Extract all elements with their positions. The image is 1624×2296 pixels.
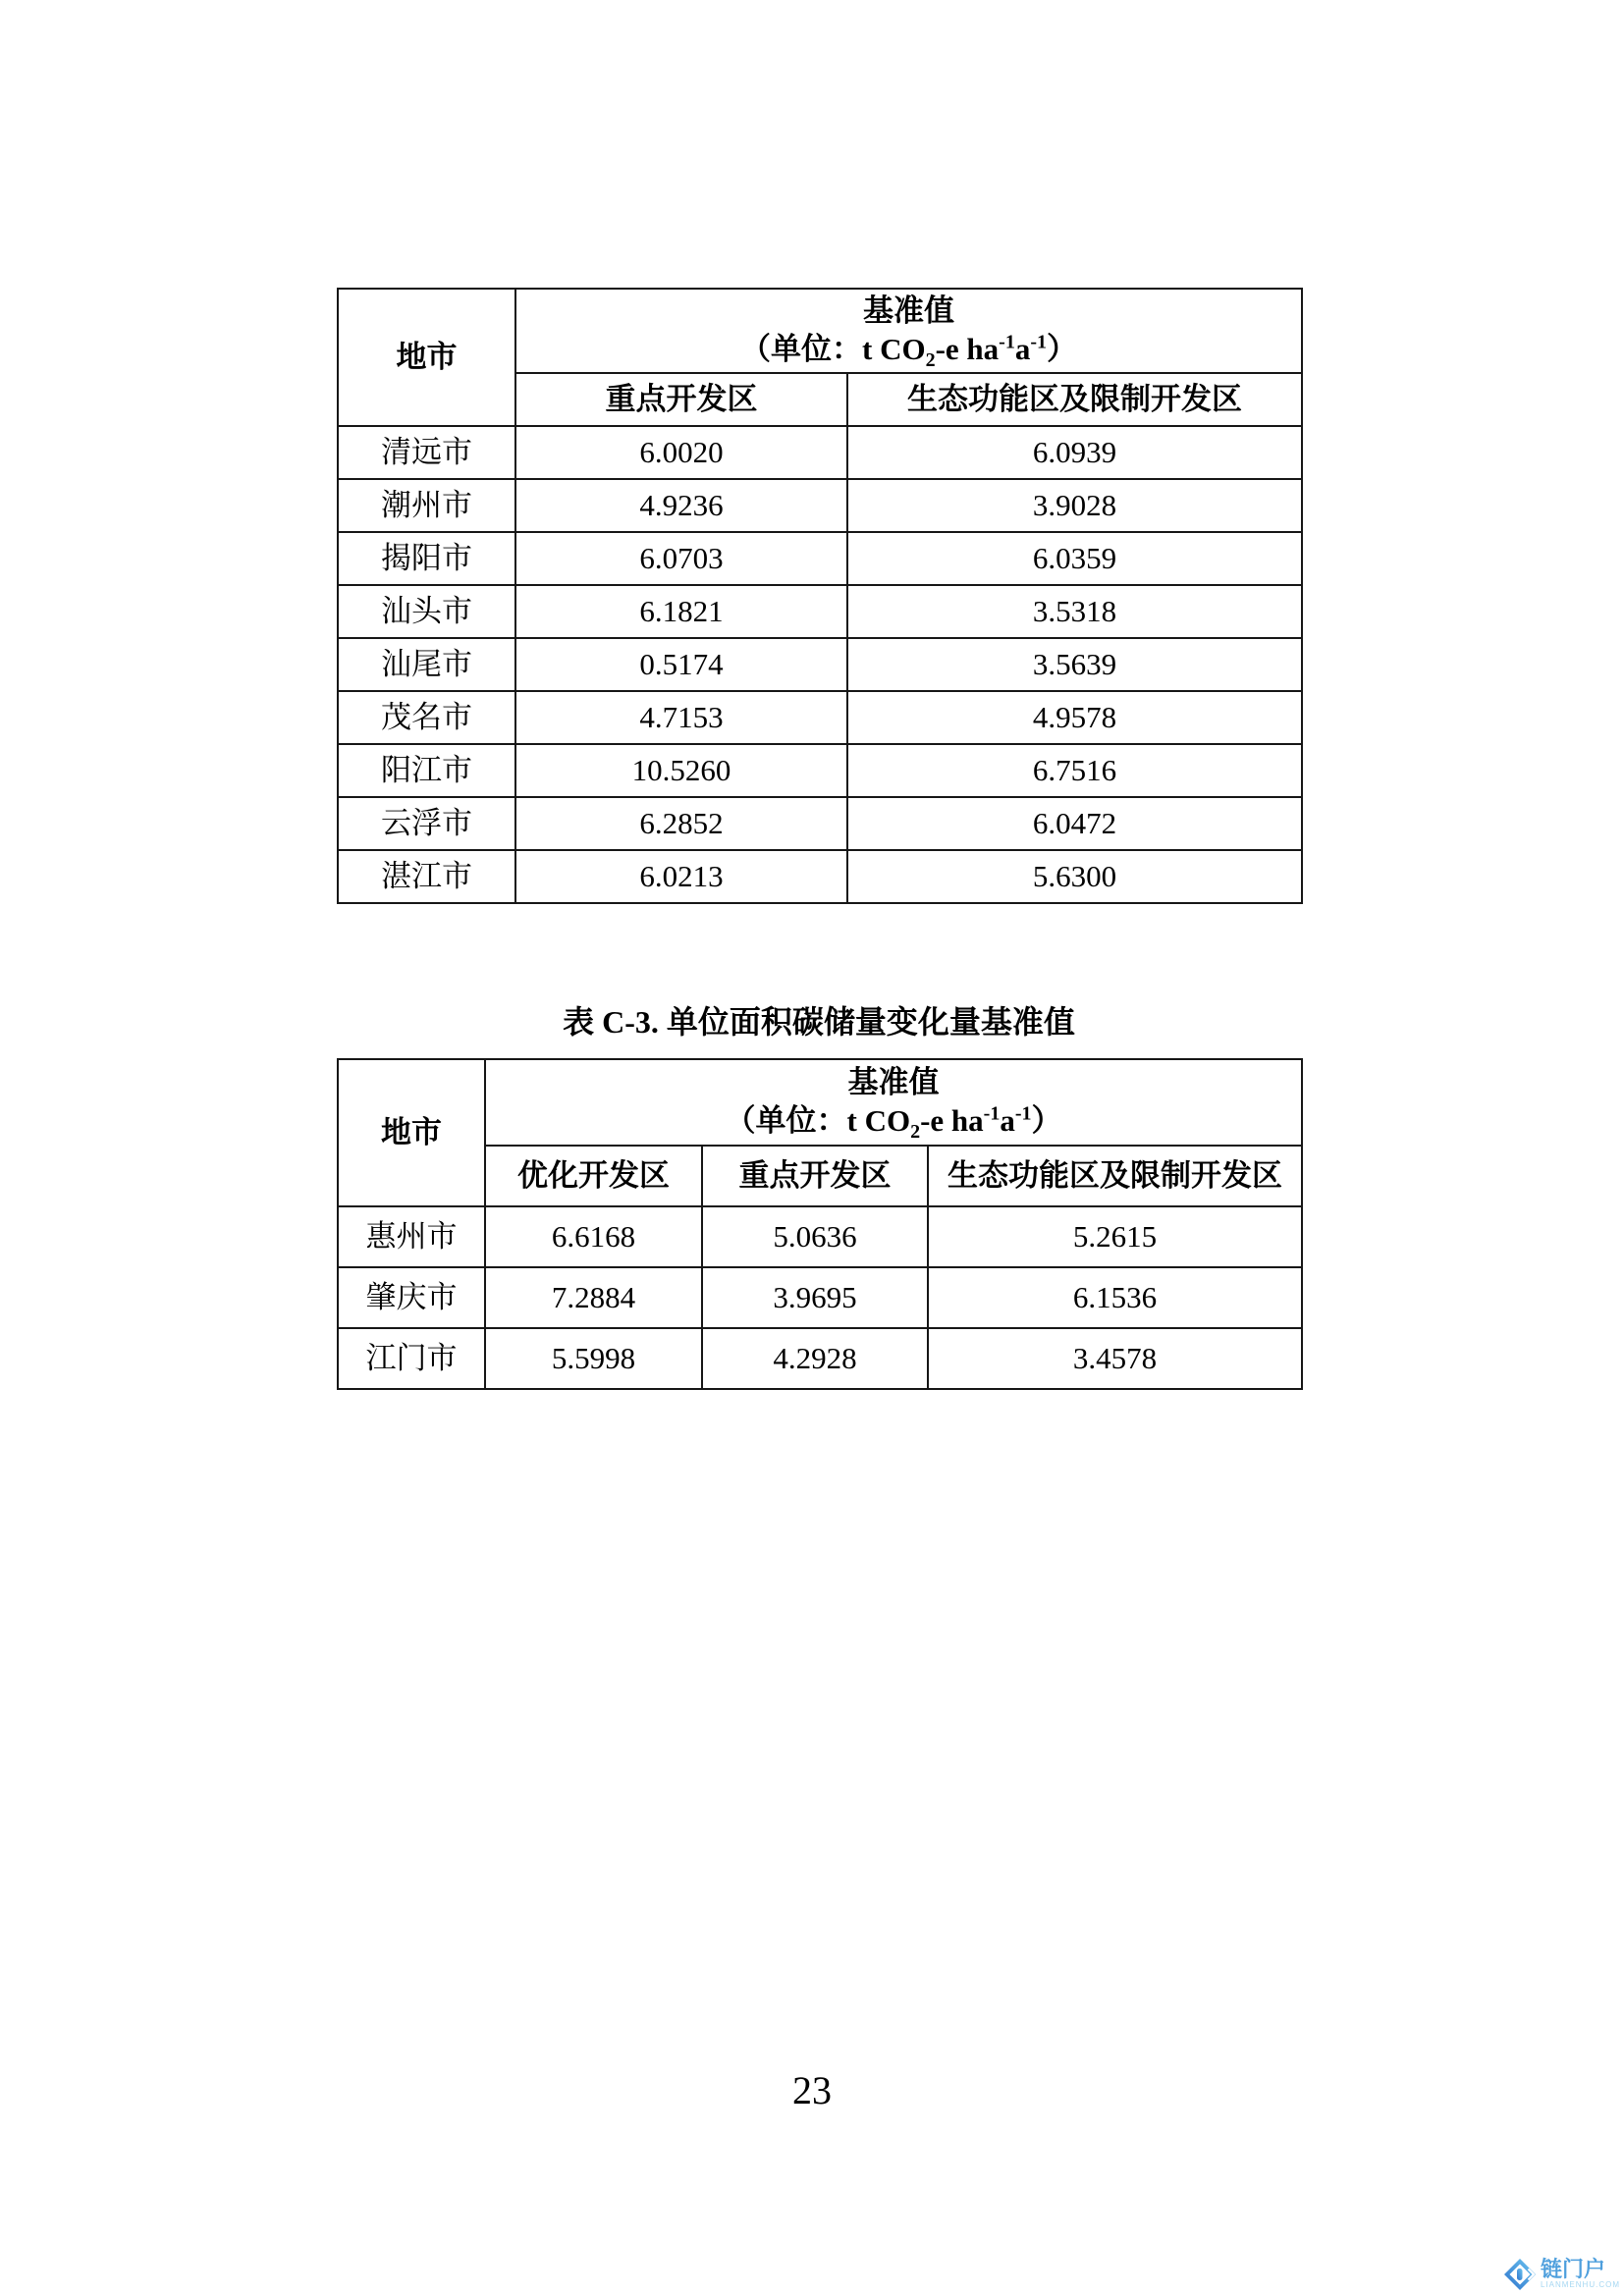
table-row xyxy=(338,1206,1302,1267)
page-number: 23 xyxy=(792,2068,832,2112)
watermark-domain-text: LIANMENHU.COM xyxy=(1540,2279,1620,2289)
value-cell: 4.2928 xyxy=(702,1328,928,1389)
watermark-text-block xyxy=(1540,2256,1620,2290)
value-cell: 4.9236 xyxy=(515,479,847,532)
value-cell: 6.1536 xyxy=(928,1267,1302,1328)
lianmenhu-watermark xyxy=(1503,2258,1620,2291)
table-row xyxy=(338,850,1302,903)
value-cell: 6.0213 xyxy=(515,850,847,903)
unit-line: （单位：t $CO_2-e$ $ha^{-1}a^{-1}$） xyxy=(725,1102,1062,1144)
value-cell: 6.6168 xyxy=(485,1206,702,1267)
city-cell: 茂名市 xyxy=(338,691,515,744)
table-row xyxy=(338,638,1302,691)
table-header-row xyxy=(338,289,1302,373)
baseline-value-header xyxy=(515,289,1302,373)
baseline-title: 基准值 xyxy=(863,294,954,329)
col-header-key-dev: 重点开发区 xyxy=(702,1146,928,1206)
value-cell: 5.6300 xyxy=(847,850,1302,903)
baseline-value-header xyxy=(485,1059,1302,1146)
value-cell: 6.0703 xyxy=(515,532,847,585)
col-header-key-dev: 重点开发区 xyxy=(515,373,847,426)
table-row xyxy=(338,691,1302,744)
city-cell: 惠州市 xyxy=(338,1206,485,1267)
watermark-brand-text: 链门户 xyxy=(1540,2256,1605,2281)
value-cell: 5.2615 xyxy=(928,1206,1302,1267)
col-header-eco: 生态功能区及限制开发区 xyxy=(928,1146,1302,1206)
city-column-header: 地市 xyxy=(338,289,515,426)
table-row xyxy=(338,797,1302,850)
value-cell: 3.9028 xyxy=(847,479,1302,532)
value-cell: 3.4578 xyxy=(928,1328,1302,1389)
city-cell: 湛江市 xyxy=(338,850,515,903)
table-row xyxy=(338,744,1302,797)
city-cell: 汕尾市 xyxy=(338,638,515,691)
value-cell: 6.1821 xyxy=(515,585,847,638)
table-row xyxy=(338,532,1302,585)
city-cell: 汕头市 xyxy=(338,585,515,638)
table-c3-title: 表 C-3. 单位面积碳储量变化量基准值 xyxy=(563,1004,1075,1040)
value-cell: 5.5998 xyxy=(485,1328,702,1389)
value-cell: 6.0020 xyxy=(515,426,847,479)
value-cell: 0.5174 xyxy=(515,638,847,691)
lianmenhu-logo-icon xyxy=(1503,2258,1537,2291)
value-cell: 6.2852 xyxy=(515,797,847,850)
city-cell: 潮州市 xyxy=(338,479,515,532)
table-row xyxy=(338,1267,1302,1328)
table-row xyxy=(338,1328,1302,1389)
value-cell: 10.5260 xyxy=(515,744,847,797)
value-cell: 6.0939 xyxy=(847,426,1302,479)
city-cell: 肇庆市 xyxy=(338,1267,485,1328)
table-header-row xyxy=(338,1059,1302,1146)
unit-line: （单位：t $CO_2-e$ $ha^{-1}a^{-1}$） xyxy=(740,331,1077,372)
col-header-opt-dev: 优化开发区 xyxy=(485,1146,702,1206)
value-cell: 4.9578 xyxy=(847,691,1302,744)
value-cell: 3.5639 xyxy=(847,638,1302,691)
city-cell: 清远市 xyxy=(338,426,515,479)
value-cell: 3.5318 xyxy=(847,585,1302,638)
table-row xyxy=(338,426,1302,479)
city-cell: 江门市 xyxy=(338,1328,485,1389)
value-cell: 6.0359 xyxy=(847,532,1302,585)
value-cell: 3.9695 xyxy=(702,1267,928,1328)
col-header-eco: 生态功能区及限制开发区 xyxy=(847,373,1302,426)
table-row xyxy=(338,585,1302,638)
value-cell: 6.0472 xyxy=(847,797,1302,850)
baseline-table-c2 xyxy=(337,288,1303,904)
city-column-header: 地市 xyxy=(338,1059,485,1206)
baseline-table-c3 xyxy=(337,1058,1303,1390)
city-cell: 云浮市 xyxy=(338,797,515,850)
table-row xyxy=(338,479,1302,532)
value-cell: 6.7516 xyxy=(847,744,1302,797)
value-cell: 7.2884 xyxy=(485,1267,702,1328)
baseline-title: 基准值 xyxy=(847,1065,940,1100)
value-cell: 4.7153 xyxy=(515,691,847,744)
city-cell: 揭阳市 xyxy=(338,532,515,585)
value-cell: 5.0636 xyxy=(702,1206,928,1267)
city-cell: 阳江市 xyxy=(338,744,515,797)
